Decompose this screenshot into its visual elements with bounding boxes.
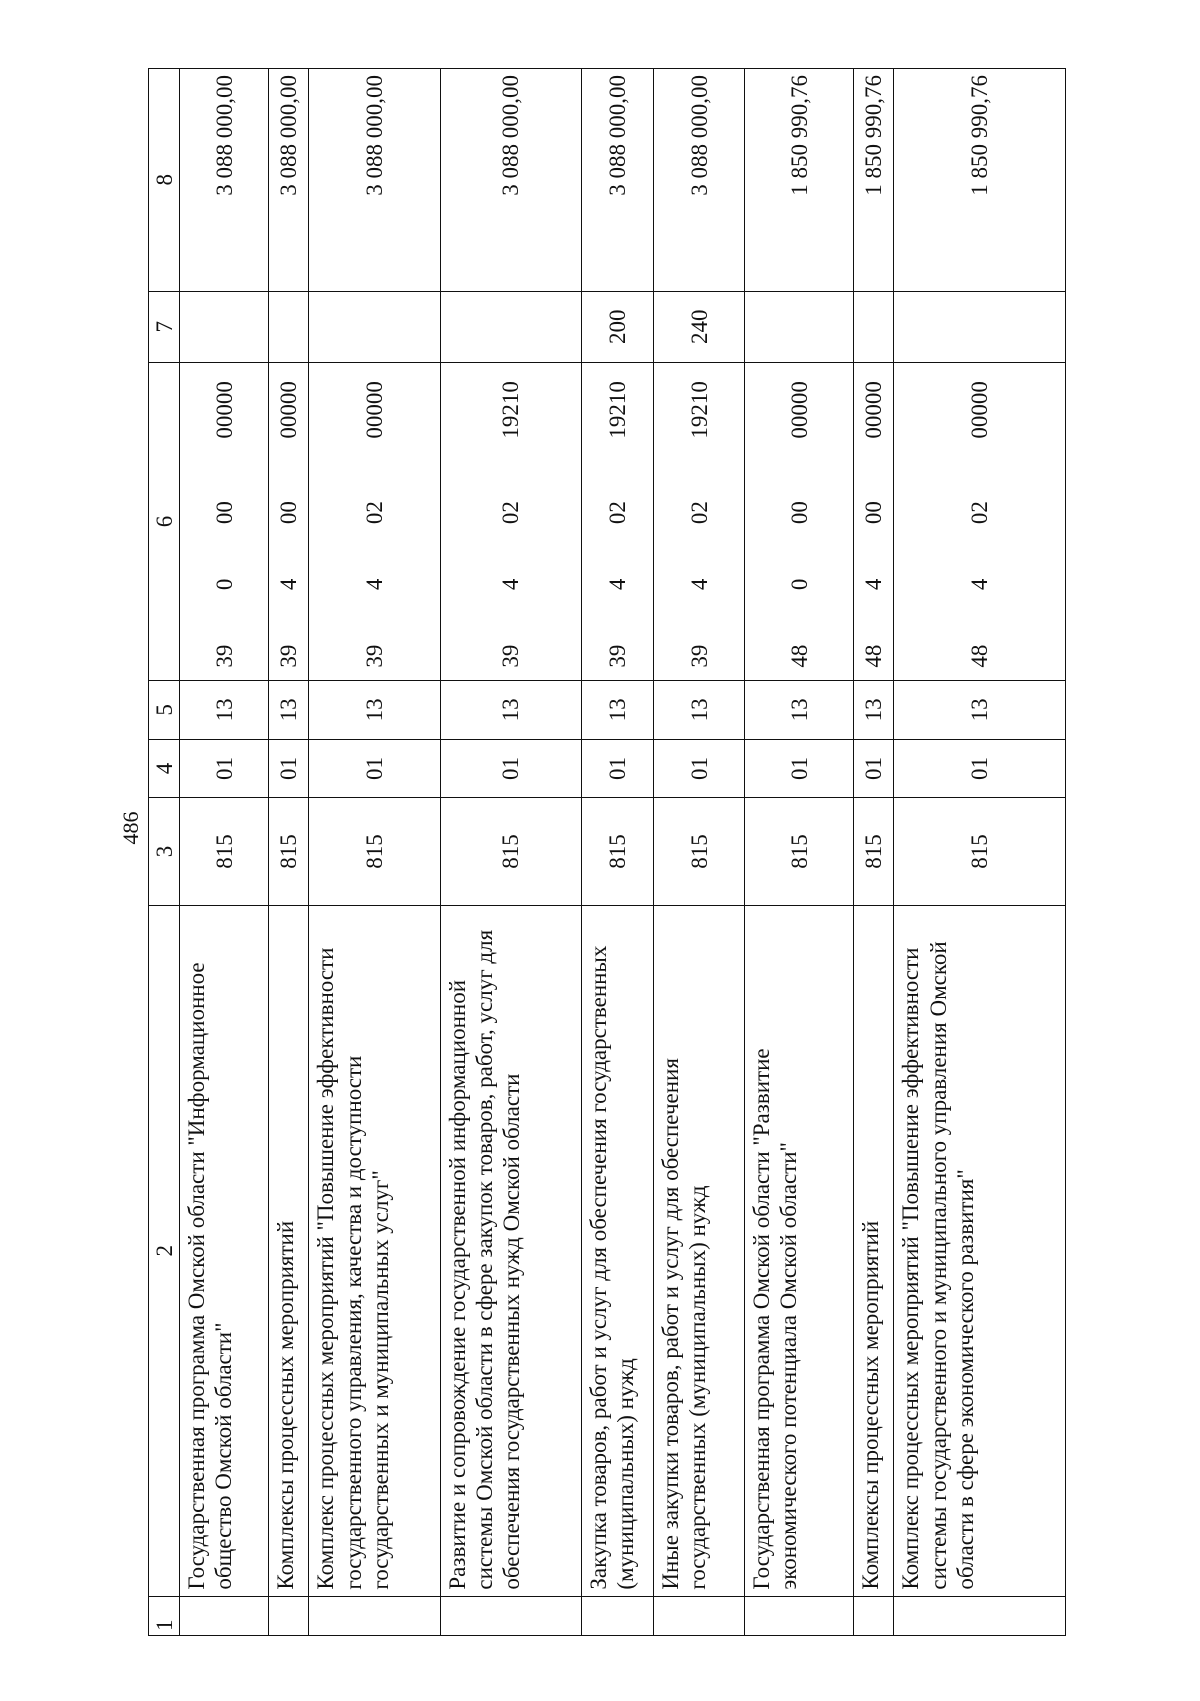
amount-cell: 1 850 990,76 xyxy=(894,69,1066,292)
section-code-cell: 01 xyxy=(745,739,854,798)
table-row xyxy=(854,69,894,1636)
target-article-cell xyxy=(654,362,745,680)
section-code-cell: 01 xyxy=(854,739,894,798)
header-cell: 5 xyxy=(149,681,180,740)
code-part: 0 xyxy=(786,578,812,591)
table-row xyxy=(180,69,269,1636)
subsection-code-cell: 13 xyxy=(854,681,894,740)
subsection-code-cell: 13 xyxy=(654,681,745,740)
subsection-code-cell: 13 xyxy=(269,681,309,740)
row-number-cell xyxy=(894,1596,1066,1635)
code-part: 02 xyxy=(498,501,524,525)
section-code-cell: 01 xyxy=(581,739,654,798)
section-code-cell: 01 xyxy=(269,739,309,798)
header-cell: 6 xyxy=(149,362,180,680)
budget-table-wrapper xyxy=(148,68,1066,1636)
target-article-cell xyxy=(894,362,1066,680)
budget-table xyxy=(148,68,1066,1636)
row-number-cell xyxy=(309,1596,440,1635)
amount-cell: 3 088 000,00 xyxy=(654,69,745,292)
code-part: 02 xyxy=(604,501,630,525)
code-part: 02 xyxy=(686,501,712,525)
subsection-code-cell: 13 xyxy=(440,681,581,740)
header-cell: 4 xyxy=(149,739,180,798)
row-number-cell xyxy=(745,1596,854,1635)
code-part: 02 xyxy=(967,501,993,525)
admin-code-cell: 815 xyxy=(180,798,269,906)
header-cell: 8 xyxy=(149,69,180,292)
header-cell: 1 xyxy=(149,1596,180,1635)
section-code-cell: 01 xyxy=(654,739,745,798)
code-part: 39 xyxy=(361,644,387,668)
amount-cell: 3 088 000,00 xyxy=(180,69,269,292)
amount-cell: 3 088 000,00 xyxy=(309,69,440,292)
code-part: 48 xyxy=(967,644,993,668)
row-name-cell: Государственная программа Омской области "Развитие экономического потенциала Омской области" xyxy=(745,905,854,1596)
table-row xyxy=(894,69,1066,1636)
target-article-cell xyxy=(180,362,269,680)
code-part: 19210 xyxy=(498,381,524,439)
header-cell: 3 xyxy=(149,798,180,906)
code-part: 00 xyxy=(276,501,302,525)
code-part: 0 xyxy=(211,578,237,591)
table-row xyxy=(654,69,745,1636)
code-part: 00000 xyxy=(786,381,812,439)
code-part: 02 xyxy=(361,501,387,525)
target-article-cell xyxy=(269,362,309,680)
section-code-cell: 01 xyxy=(309,739,440,798)
target-article-cell xyxy=(581,362,654,680)
row-name-cell: Комплекс процессных мероприятий "Повышение эффективности государственного управления, качества и доступности государственных и муниципальных услуг" xyxy=(309,905,440,1596)
expense-type-cell xyxy=(894,291,1066,362)
table-row xyxy=(745,69,854,1636)
table-row xyxy=(309,69,440,1636)
row-number-cell xyxy=(581,1596,654,1635)
table-header-row xyxy=(149,69,180,1636)
expense-type-cell: 200 xyxy=(581,291,654,362)
target-article-cell xyxy=(440,362,581,680)
admin-code-cell: 815 xyxy=(581,798,654,906)
table-row xyxy=(269,69,309,1636)
table-row xyxy=(440,69,581,1636)
code-part: 39 xyxy=(211,644,237,668)
row-name-cell: Закупка товаров, работ и услуг для обеспечения государственных (муниципальных) нужд xyxy=(581,905,654,1596)
code-part: 00 xyxy=(211,501,237,525)
subsection-code-cell: 13 xyxy=(180,681,269,740)
code-part: 19210 xyxy=(686,381,712,439)
admin-code-cell: 815 xyxy=(894,798,1066,906)
header-cell: 2 xyxy=(149,905,180,1596)
admin-code-cell: 815 xyxy=(745,798,854,906)
amount-cell: 3 088 000,00 xyxy=(269,69,309,292)
header-cell: 7 xyxy=(149,291,180,362)
row-name-cell: Комплекс процессных мероприятий "Повышение эффективности системы государственного и муниципального управления Омской области в сфере экономического развития" xyxy=(894,905,1066,1596)
page-number: 486 xyxy=(118,811,143,845)
code-part: 00 xyxy=(861,501,887,525)
code-part: 4 xyxy=(861,578,887,591)
expense-type-cell xyxy=(269,291,309,362)
code-part: 39 xyxy=(686,644,712,668)
expense-type-cell xyxy=(854,291,894,362)
table-row xyxy=(581,69,654,1636)
target-article-cell xyxy=(745,362,854,680)
code-part: 00000 xyxy=(861,381,887,439)
row-name-cell: Государственная программа Омской области "Информационное общество Омской области" xyxy=(180,905,269,1596)
expense-type-cell xyxy=(440,291,581,362)
subsection-code-cell: 13 xyxy=(309,681,440,740)
admin-code-cell: 815 xyxy=(309,798,440,906)
code-part: 39 xyxy=(276,644,302,668)
code-part: 4 xyxy=(276,578,302,591)
section-code-cell: 01 xyxy=(440,739,581,798)
code-part: 4 xyxy=(604,578,630,591)
admin-code-cell: 815 xyxy=(654,798,745,906)
section-code-cell: 01 xyxy=(894,739,1066,798)
code-part: 39 xyxy=(604,644,630,668)
subsection-code-cell: 13 xyxy=(581,681,654,740)
admin-code-cell: 815 xyxy=(269,798,309,906)
code-part: 4 xyxy=(498,578,524,591)
code-part: 4 xyxy=(686,578,712,591)
code-part: 00000 xyxy=(361,381,387,439)
expense-type-cell xyxy=(745,291,854,362)
code-part: 39 xyxy=(498,644,524,668)
code-part: 4 xyxy=(361,578,387,591)
amount-cell: 1 850 990,76 xyxy=(854,69,894,292)
row-name-cell: Иные закупки товаров, работ и услуг для обеспечения государственных (муниципальных) нужд xyxy=(654,905,745,1596)
row-number-cell xyxy=(440,1596,581,1635)
code-part: 48 xyxy=(861,644,887,668)
subsection-code-cell: 13 xyxy=(745,681,854,740)
row-number-cell xyxy=(854,1596,894,1635)
expense-type-cell xyxy=(180,291,269,362)
row-number-cell xyxy=(654,1596,745,1635)
target-article-cell xyxy=(854,362,894,680)
subsection-code-cell: 13 xyxy=(894,681,1066,740)
admin-code-cell: 815 xyxy=(440,798,581,906)
amount-cell: 3 088 000,00 xyxy=(581,69,654,292)
code-part: 19210 xyxy=(604,381,630,439)
target-article-cell xyxy=(309,362,440,680)
row-number-cell xyxy=(180,1596,269,1635)
amount-cell: 1 850 990,76 xyxy=(745,69,854,292)
code-part: 00000 xyxy=(276,381,302,439)
code-part: 4 xyxy=(967,578,993,591)
code-part: 00000 xyxy=(967,381,993,439)
section-code-cell: 01 xyxy=(180,739,269,798)
expense-type-cell xyxy=(309,291,440,362)
row-name-cell: Комплексы процессных мероприятий xyxy=(854,905,894,1596)
admin-code-cell: 815 xyxy=(854,798,894,906)
code-part: 00000 xyxy=(211,381,237,439)
row-name-cell: Комплексы процессных мероприятий xyxy=(269,905,309,1596)
code-part: 48 xyxy=(786,644,812,668)
row-number-cell xyxy=(269,1596,309,1635)
code-part: 00 xyxy=(786,501,812,525)
row-name-cell: Развитие и сопровождение государственной информационной системы Омской области в сфере закупок товаров, работ, услуг для обеспечения государственных нужд Омской области xyxy=(440,905,581,1596)
expense-type-cell: 240 xyxy=(654,291,745,362)
amount-cell: 3 088 000,00 xyxy=(440,69,581,292)
